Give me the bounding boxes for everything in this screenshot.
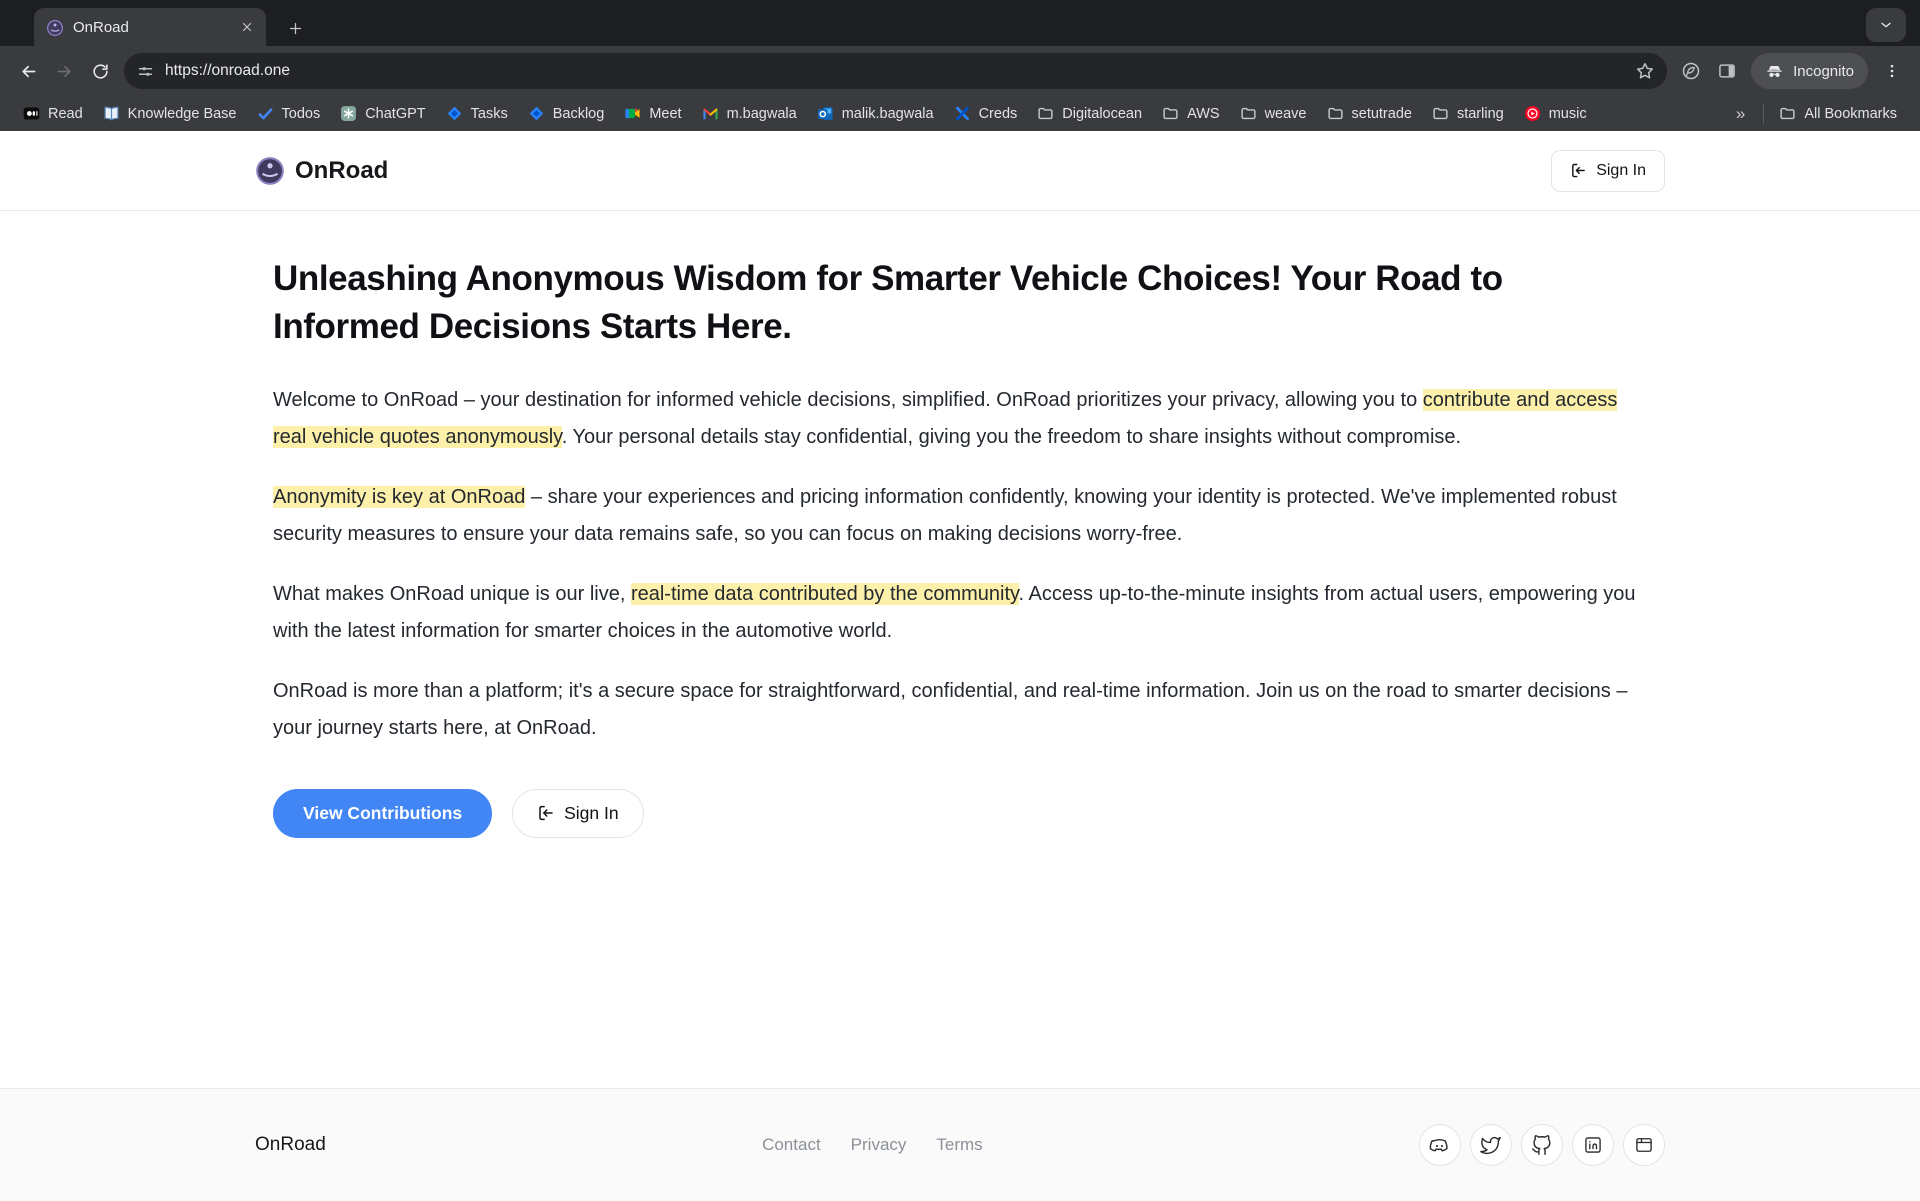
tab-search-button[interactable] bbox=[1866, 8, 1906, 42]
hero-paragraphs bbox=[273, 382, 1647, 747]
bookmark-item[interactable] bbox=[1515, 101, 1596, 126]
footer-socials bbox=[1419, 1124, 1665, 1166]
folder-icon bbox=[1779, 105, 1796, 122]
twitter-button[interactable] bbox=[1470, 1124, 1512, 1166]
site-settings-icon[interactable] bbox=[136, 62, 155, 81]
bookmark-label: Read bbox=[48, 105, 83, 122]
jira-icon bbox=[528, 105, 545, 122]
page-title: Unleashing Anonymous Wisdom for Smarter Vehicle Choices! Your Road to Informed Decisions Starts Here. bbox=[273, 259, 1503, 347]
header-sign-in-button[interactable] bbox=[1551, 150, 1665, 192]
bookmarks-overflow-icon[interactable]: » bbox=[1735, 103, 1746, 123]
meet-icon bbox=[624, 105, 641, 122]
log-in-icon bbox=[537, 804, 555, 822]
bookmark-item[interactable] bbox=[248, 101, 330, 126]
discord-button[interactable] bbox=[1419, 1124, 1461, 1166]
gmail-icon bbox=[702, 105, 719, 122]
discord-icon bbox=[1429, 1135, 1450, 1156]
cta-row bbox=[273, 789, 1647, 838]
all-bookmarks-label: All Bookmarks bbox=[1804, 105, 1897, 122]
main-content bbox=[0, 211, 1920, 1088]
footer-link-contact[interactable]: Contact bbox=[762, 1135, 821, 1154]
bookmark-label: Backlog bbox=[552, 105, 605, 122]
bookmark-item[interactable] bbox=[519, 101, 614, 126]
view-contributions-button[interactable]: View Contributions bbox=[273, 789, 492, 838]
outlook-icon bbox=[817, 105, 834, 122]
tab-close-icon[interactable] bbox=[236, 16, 258, 38]
browser-chrome bbox=[0, 0, 1920, 131]
bookmarks-bar bbox=[0, 96, 1920, 131]
read-icon bbox=[23, 105, 40, 122]
bookmark-item[interactable] bbox=[94, 101, 246, 126]
jira-icon bbox=[446, 105, 463, 122]
back-icon[interactable] bbox=[10, 53, 46, 89]
folder-icon bbox=[1432, 105, 1449, 122]
highlighted-text: contribute and access real vehicle quotes anonymously bbox=[273, 388, 1618, 448]
bookmark-label: Todos bbox=[281, 105, 321, 122]
incognito-badge bbox=[1751, 53, 1868, 89]
tab-strip bbox=[0, 0, 1920, 46]
bookmark-label: Meet bbox=[649, 105, 682, 122]
folder-icon bbox=[1037, 105, 1054, 122]
incognito-label: Incognito bbox=[1793, 62, 1854, 80]
address-bar[interactable] bbox=[124, 53, 1667, 89]
hero-paragraph: Anonymity is key at OnRoad – share your experiences and pricing information confidently, knowing your identity is protected. We've implemented robust security measures to ensure your data remains safe, so you can focus on making decisions worry-free. bbox=[273, 485, 1617, 545]
bookmark-item[interactable] bbox=[331, 101, 434, 126]
linkedin-icon bbox=[1583, 1135, 1603, 1155]
folder-icon bbox=[1240, 105, 1257, 122]
forward-icon[interactable] bbox=[46, 53, 82, 89]
browser-tab[interactable] bbox=[34, 8, 266, 46]
cta-sign-in-button[interactable] bbox=[512, 789, 643, 838]
bookmark-item[interactable] bbox=[945, 101, 1027, 126]
tab-title: OnRoad bbox=[73, 18, 129, 36]
bookmark-item[interactable] bbox=[1028, 101, 1151, 126]
footer-link-privacy[interactable]: Privacy bbox=[850, 1135, 907, 1154]
web-page bbox=[0, 131, 1920, 1201]
hero-paragraph: What makes OnRoad unique is our live, real-time data contributed by the community. Access up-to-the-minute insights from actual users, empowering you with the latest information for smarter choices in the automotive world. bbox=[273, 582, 1636, 642]
site-brand[interactable] bbox=[255, 156, 388, 186]
browser-toolbar bbox=[0, 46, 1920, 96]
site-header bbox=[0, 131, 1920, 211]
website-icon bbox=[1634, 1135, 1654, 1155]
new-tab-button[interactable] bbox=[278, 11, 312, 45]
bookmark-item[interactable] bbox=[693, 101, 806, 126]
bookmark-item[interactable] bbox=[437, 101, 517, 126]
bookmark-label: music bbox=[1548, 105, 1587, 122]
book-icon bbox=[103, 105, 120, 122]
header-sign-in-label: Sign In bbox=[1596, 161, 1646, 179]
onroad-favicon-icon bbox=[46, 19, 63, 36]
bookmark-item[interactable] bbox=[808, 101, 943, 126]
folder-icon bbox=[1327, 105, 1344, 122]
url-text[interactable]: https://onroad.one bbox=[165, 62, 290, 79]
bookmark-item[interactable] bbox=[1318, 101, 1421, 126]
incognito-icon bbox=[1765, 62, 1784, 81]
github-button[interactable] bbox=[1521, 1124, 1563, 1166]
github-icon bbox=[1531, 1135, 1552, 1156]
all-bookmarks-button[interactable] bbox=[1770, 101, 1906, 126]
check-icon bbox=[257, 105, 274, 122]
bookmark-label: malik.bagwala bbox=[841, 105, 934, 122]
bookmark-label: setutrade bbox=[1351, 105, 1412, 122]
linkedin-button[interactable] bbox=[1572, 1124, 1614, 1166]
bookmark-label: ChatGPT bbox=[365, 105, 426, 122]
hero-paragraph: Welcome to OnRoad – your destination for informed vehicle decisions, simplified. OnRoad prioritizes your privacy, allowing you to contribute and access real vehicle quotes anonymously. Your personal details stay confidential, giving you the freedom to share insights without compromise. bbox=[273, 388, 1618, 448]
highlighted-text: Anonymity is key at OnRoad bbox=[273, 485, 526, 508]
menu-kebab-icon[interactable] bbox=[1874, 53, 1910, 89]
site-brand-label: OnRoad bbox=[295, 156, 389, 184]
reload-icon[interactable] bbox=[82, 53, 118, 89]
bookmark-item[interactable] bbox=[1153, 101, 1229, 126]
bookmark-label: weave bbox=[1264, 105, 1307, 122]
folder-icon bbox=[1162, 105, 1179, 122]
footer-link-terms[interactable]: Terms bbox=[936, 1135, 983, 1154]
bookmark-label: Tasks bbox=[470, 105, 508, 122]
footer-brand: OnRoad bbox=[255, 1134, 326, 1155]
log-in-icon bbox=[1570, 162, 1587, 179]
bookmark-label: Digitalocean bbox=[1062, 105, 1143, 122]
bookmark-label: Knowledge Base bbox=[127, 105, 237, 122]
cta-sign-in-label: Sign In bbox=[564, 802, 619, 823]
bookmark-item[interactable] bbox=[1231, 101, 1316, 126]
side-panel-icon[interactable] bbox=[1709, 53, 1745, 89]
bookmark-star-icon[interactable] bbox=[1627, 53, 1663, 89]
bookmark-label: Creds bbox=[978, 105, 1018, 122]
footer-links bbox=[762, 1135, 983, 1155]
highlighted-text: real-time data contributed by the community bbox=[630, 582, 1019, 605]
youtube-music-icon bbox=[1524, 105, 1541, 122]
bookmark-item[interactable] bbox=[615, 101, 690, 126]
creds-icon bbox=[954, 105, 971, 122]
bookmark-label: AWS bbox=[1187, 105, 1220, 122]
twitter-icon bbox=[1480, 1135, 1501, 1156]
bookmarks-divider bbox=[1763, 104, 1764, 124]
bookmark-label: m.bagwala bbox=[726, 105, 797, 122]
performance-leaf-icon[interactable] bbox=[1673, 53, 1709, 89]
onroad-logo-icon bbox=[255, 156, 285, 186]
hero-paragraph: OnRoad is more than a platform; it's a secure space for straightforward, confidential, and real-time information. Join us on the road to smarter decisions – your journey starts here, at OnRoad. bbox=[273, 679, 1628, 739]
bookmark-item[interactable] bbox=[14, 101, 92, 126]
bookmarks-list bbox=[14, 101, 1596, 126]
website-button[interactable] bbox=[1623, 1124, 1665, 1166]
site-footer bbox=[0, 1088, 1920, 1201]
chatgpt-icon bbox=[340, 105, 357, 122]
bookmark-label: starling bbox=[1456, 105, 1504, 122]
bookmark-item[interactable] bbox=[1423, 101, 1513, 126]
